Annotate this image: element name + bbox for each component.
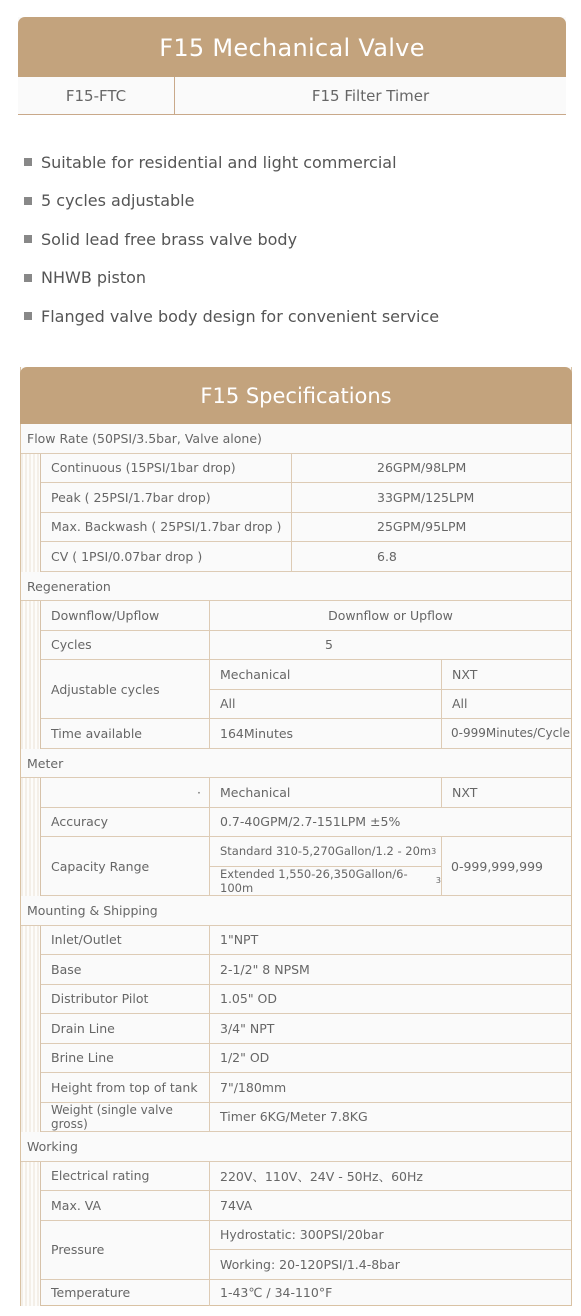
spec-table — [20, 367, 572, 1306]
table-row: Max. VA 74VA — [21, 1191, 571, 1221]
section-regeneration: Regeneration — [21, 572, 571, 602]
section-working: Working — [21, 1132, 571, 1162]
bullet-icon — [24, 312, 32, 320]
gutter — [21, 719, 41, 749]
section-mounting: Mounting & Shipping — [21, 896, 571, 926]
model-row — [18, 77, 566, 115]
table-row: Height from top of tank 7"/180mm — [21, 1073, 571, 1103]
feature-item: NHWB piston — [24, 259, 564, 298]
table-row: Time available 164Minutes 0-999Minutes/Cycle — [21, 719, 571, 749]
feature-list — [24, 143, 564, 336]
table-row: Temperature 1-43℃ / 34-110°F — [21, 1280, 571, 1307]
table-row: Brine Line 1/2" OD — [21, 1044, 571, 1074]
table-row: Electrical rating 220V、110V、24V - 50Hz、60Hz — [21, 1162, 571, 1192]
feature-item: Solid lead free brass valve body — [24, 220, 564, 259]
bullet-icon — [24, 235, 32, 243]
feature-item: Flanged valve body design for convenient service — [24, 297, 564, 336]
table-row: Weight (single valve gross) Timer 6KG/Meter 7.8KG — [21, 1103, 571, 1133]
table-row: Downflow/Upflow Downflow or Upflow — [21, 601, 571, 631]
model-code: F15-FTC — [18, 77, 175, 114]
table-row: Accuracy 0.7-40GPM/2.7-151LPM ±5% — [21, 808, 571, 838]
table-row: Peak ( 25PSI/1.7bar drop) 33GPM/125LPM — [21, 483, 571, 513]
spec-title: F15 Specifications — [20, 367, 572, 424]
table-row: Cycles 5 — [21, 631, 571, 661]
table-row: Distributor Pilot 1.05" OD — [21, 985, 571, 1015]
bullet-icon — [24, 197, 32, 205]
table-row: Capacity Range Standard 310-5,270Gallon/1.2 - 20m 3 Extended 1,550-26,350Gallon/6-100m 3 0-999,999,999 — [21, 837, 571, 896]
bullet-icon — [24, 158, 32, 166]
section-meter: Meter — [21, 749, 571, 779]
section-flow-rate: Flow Rate (50PSI/3.5bar, Valve alone) — [21, 424, 571, 454]
table-row: Adjustable cycles Mechanical NXT All All — [21, 660, 571, 719]
bullet-icon — [24, 274, 32, 282]
table-row: Base 2-1/2" 8 NPSM — [21, 955, 571, 985]
table-row: Continuous (15PSI/1bar drop) 26GPM/98LPM — [21, 454, 571, 484]
feature-item: 5 cycles adjustable — [24, 182, 564, 221]
valve-card — [18, 17, 566, 115]
feature-item: Suitable for residential and light commercial — [24, 143, 564, 182]
table-row: Pressure Hydrostatic: 300PSI/20bar Working: 20-120PSI/1.4-8bar — [21, 1221, 571, 1280]
table-row: CV ( 1PSI/0.07bar drop ) 6.8 — [21, 542, 571, 572]
model-description: F15 Filter Timer — [311, 87, 430, 105]
table-row: Drain Line 3/4" NPT — [21, 1014, 571, 1044]
table-row: · Mechanical NXT — [21, 778, 571, 808]
table-row: Inlet/Outlet 1"NPT — [21, 926, 571, 956]
valve-title: F15 Mechanical Valve — [18, 17, 566, 77]
table-row: Max. Backwash ( 25PSI/1.7bar drop ) 25GPM/95LPM — [21, 513, 571, 543]
